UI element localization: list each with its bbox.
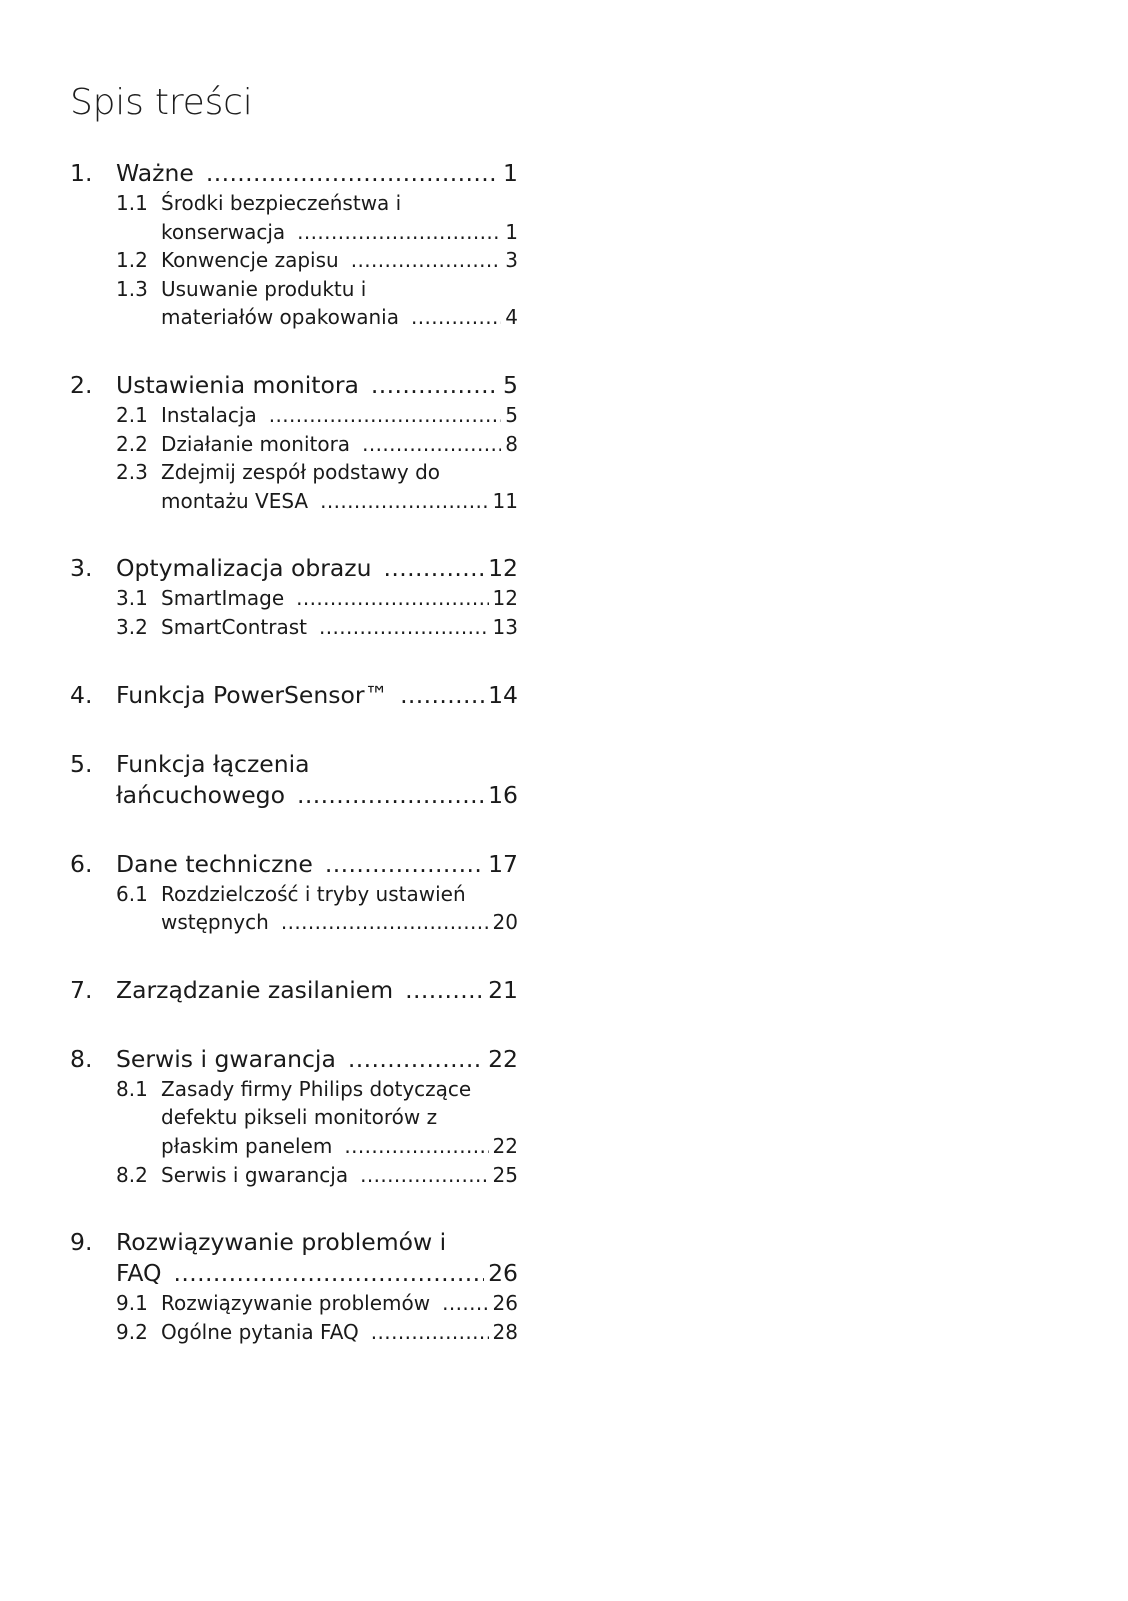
section-number: 1.1	[116, 191, 148, 215]
section-page-number: 3	[505, 248, 518, 273]
section-number: 9.1	[116, 1291, 148, 1316]
chapter-page-number: 5	[503, 370, 518, 399]
chapter-number: 3.	[70, 554, 93, 583]
section-leader-row	[161, 303, 518, 332]
dot-leader	[348, 1044, 484, 1075]
chapter-page-number: 26	[488, 1259, 518, 1288]
chapter-entry	[70, 975, 518, 1006]
chapter-title: FAQ	[116, 1259, 162, 1288]
dot-leader	[320, 487, 488, 516]
section-title: konserwacja	[161, 219, 286, 244]
chapter-text	[116, 553, 518, 584]
section-text	[161, 401, 518, 430]
section-leader-row	[161, 218, 518, 247]
dot-leader	[206, 158, 499, 189]
section-number: 2.2	[116, 431, 148, 456]
section-leader-row	[161, 430, 518, 459]
section-leader-row	[161, 1318, 518, 1347]
section-leader-row	[161, 1161, 518, 1190]
chapter-title-line: Rozwiązywanie problemów i	[116, 1228, 447, 1257]
chapter-leader-row	[116, 1044, 518, 1075]
chapter-text	[116, 975, 518, 1006]
section-title: SmartContrast	[161, 614, 307, 639]
section-page-number: 28	[492, 1319, 518, 1344]
section-title: Ogólne pytania FAQ	[161, 1319, 359, 1344]
section-page-number: 4	[505, 305, 518, 330]
section-text	[161, 880, 518, 937]
section-entry	[116, 1289, 518, 1318]
section-text	[161, 1161, 518, 1190]
section-text	[161, 189, 518, 246]
dot-leader	[405, 975, 484, 1006]
chapter-title: Funkcja PowerSensor™	[116, 680, 389, 709]
chapter-text	[116, 849, 518, 880]
section-title-line: Usuwanie produktu i	[161, 276, 367, 301]
dot-leader	[281, 908, 489, 937]
section-number: 2.1	[116, 402, 148, 427]
toc-chapter	[70, 553, 518, 641]
section-page-number: 13	[492, 614, 518, 639]
dot-leader	[297, 780, 484, 811]
section-title: materiałów opakowania	[161, 305, 399, 330]
section-title: Rozwiązywanie problemów	[161, 1291, 431, 1316]
section-entry	[116, 189, 518, 246]
dot-leader	[344, 1132, 488, 1161]
section-title-line: defektu pikseli monitorów z	[161, 1105, 438, 1130]
section-leader-row	[161, 1132, 518, 1161]
chapter-entry	[70, 553, 518, 584]
section-entry	[116, 584, 518, 613]
chapter-page-number: 14	[488, 680, 518, 709]
chapter-number: 1.	[70, 159, 93, 187]
chapter-page-number: 16	[488, 780, 518, 809]
chapter-number: 6.	[70, 849, 93, 878]
section-number: 8.1	[116, 1076, 148, 1101]
section-number: 1.2	[116, 248, 148, 273]
section-title: wstępnych	[161, 910, 269, 935]
section-number: 1.3	[116, 276, 148, 301]
section-title-line: Środki bezpieczeństwa i	[161, 191, 402, 215]
section-title: Serwis i gwarancja	[161, 1162, 349, 1187]
chapter-page-number: 22	[488, 1044, 518, 1073]
section-text	[161, 1318, 518, 1347]
toc-chapter	[70, 158, 518, 332]
chapter-title: Optymalizacja obrazu	[116, 554, 372, 583]
section-entry	[116, 1161, 518, 1190]
section-title-line: Rozdzielczość i tryby ustawień	[161, 881, 466, 906]
chapter-text	[116, 680, 518, 711]
chapter-leader-row	[116, 370, 518, 401]
chapter-leader-row	[116, 975, 518, 1006]
chapter-page-number: 1	[503, 159, 518, 187]
chapter-number: 2.	[70, 370, 93, 399]
chapter-text	[116, 1044, 518, 1075]
chapter-title: Ustawienia monitora	[116, 370, 359, 399]
dot-leader	[442, 1289, 488, 1318]
dot-leader	[269, 401, 502, 430]
section-entry	[116, 246, 518, 275]
chapter-entry	[70, 158, 518, 189]
section-entry	[116, 1318, 518, 1347]
section-text	[161, 458, 518, 515]
section-text	[161, 613, 518, 642]
section-text	[161, 1289, 518, 1318]
dot-leader	[174, 1258, 485, 1289]
dot-leader	[371, 1318, 489, 1347]
section-page-number: 20	[492, 910, 518, 935]
dot-leader	[362, 430, 501, 459]
section-title: montażu VESA	[161, 488, 309, 513]
section-leader-row	[161, 613, 518, 642]
section-leader-row	[161, 487, 518, 516]
section-text	[161, 275, 518, 332]
toc-chapter	[70, 749, 518, 811]
chapter-title: Ważne	[116, 159, 194, 187]
section-page-number: 26	[492, 1291, 518, 1316]
chapter-page-number: 21	[488, 975, 518, 1004]
chapter-text	[116, 1227, 518, 1289]
chapter-number: 7.	[70, 975, 93, 1004]
section-text	[161, 584, 518, 613]
chapter-text	[116, 749, 518, 811]
toc-chapter	[70, 975, 518, 1006]
section-number: 2.3	[116, 460, 148, 485]
section-entry	[116, 458, 518, 515]
section-leader-row	[161, 584, 518, 613]
dot-leader	[297, 218, 501, 247]
chapter-leader-row	[116, 158, 518, 189]
table-of-contents	[70, 158, 518, 1384]
section-title: Działanie monitora	[161, 431, 351, 456]
section-entry	[116, 880, 518, 937]
chapter-leader-row	[116, 680, 518, 711]
section-page-number: 25	[492, 1162, 518, 1187]
dot-leader	[296, 584, 488, 613]
chapter-title-line: Funkcja łączenia	[116, 749, 310, 778]
dot-leader	[411, 303, 501, 332]
dot-leader	[400, 680, 484, 711]
section-leader-row	[161, 1289, 518, 1318]
chapter-title: Serwis i gwarancja	[116, 1044, 336, 1073]
dot-leader	[371, 370, 499, 401]
chapter-leader-row	[116, 1258, 518, 1289]
chapter-entry	[70, 849, 518, 880]
page-title: Spis treści	[70, 82, 253, 123]
section-page-number: 5	[505, 402, 518, 427]
dot-leader	[384, 553, 485, 584]
chapter-page-number: 12	[488, 554, 518, 583]
dot-leader	[325, 849, 484, 880]
dot-leader	[351, 246, 502, 275]
section-leader-row	[161, 401, 518, 430]
chapter-leader-row	[116, 553, 518, 584]
section-title-line: Zdejmij zespół podstawy do	[161, 460, 441, 485]
section-title-line: Zasady firmy Philips dotyczące	[161, 1076, 472, 1101]
chapter-page-number: 17	[488, 849, 518, 878]
section-page-number: 1	[505, 219, 518, 244]
chapter-title: Zarządzanie zasilaniem	[116, 975, 394, 1004]
section-number: 9.2	[116, 1319, 148, 1344]
section-entry	[116, 1075, 518, 1161]
section-page-number: 8	[505, 431, 518, 456]
section-title: Konwencje zapisu	[161, 248, 339, 273]
section-entry	[116, 275, 518, 332]
section-number: 8.2	[116, 1162, 148, 1187]
section-text	[161, 1075, 518, 1161]
section-page-number: 12	[492, 586, 518, 611]
toc-chapter	[70, 1227, 518, 1346]
dot-leader	[360, 1161, 488, 1190]
section-entry	[116, 613, 518, 642]
chapter-number: 8.	[70, 1044, 93, 1073]
section-number: 3.2	[116, 614, 148, 639]
chapter-number: 5.	[70, 749, 93, 778]
section-title: SmartImage	[161, 586, 285, 611]
chapter-leader-row	[116, 849, 518, 880]
chapter-entry	[70, 370, 518, 401]
chapter-title: łańcuchowego	[116, 780, 285, 809]
section-number: 6.1	[116, 881, 148, 906]
toc-chapter	[70, 849, 518, 937]
dot-leader	[319, 613, 489, 642]
section-number: 3.1	[116, 586, 148, 611]
section-page-number: 11	[492, 488, 518, 513]
section-entry	[116, 430, 518, 459]
chapter-entry	[70, 749, 518, 811]
chapter-title: Dane techniczne	[116, 849, 313, 878]
section-leader-row	[161, 246, 518, 275]
section-title: płaskim panelem	[161, 1133, 333, 1158]
section-entry	[116, 401, 518, 430]
chapter-number: 4.	[70, 680, 93, 709]
chapter-text	[116, 370, 518, 401]
chapter-number: 9.	[70, 1228, 93, 1257]
section-title: Instalacja	[161, 402, 257, 427]
chapter-text	[116, 158, 518, 189]
chapter-leader-row	[116, 780, 518, 811]
toc-chapter	[70, 370, 518, 515]
section-text	[161, 430, 518, 459]
chapter-entry	[70, 1227, 518, 1289]
section-page-number: 22	[492, 1133, 518, 1158]
toc-chapter	[70, 680, 518, 711]
section-leader-row	[161, 908, 518, 937]
chapter-entry	[70, 680, 518, 711]
section-text	[161, 246, 518, 275]
chapter-entry	[70, 1044, 518, 1075]
toc-chapter	[70, 1044, 518, 1189]
